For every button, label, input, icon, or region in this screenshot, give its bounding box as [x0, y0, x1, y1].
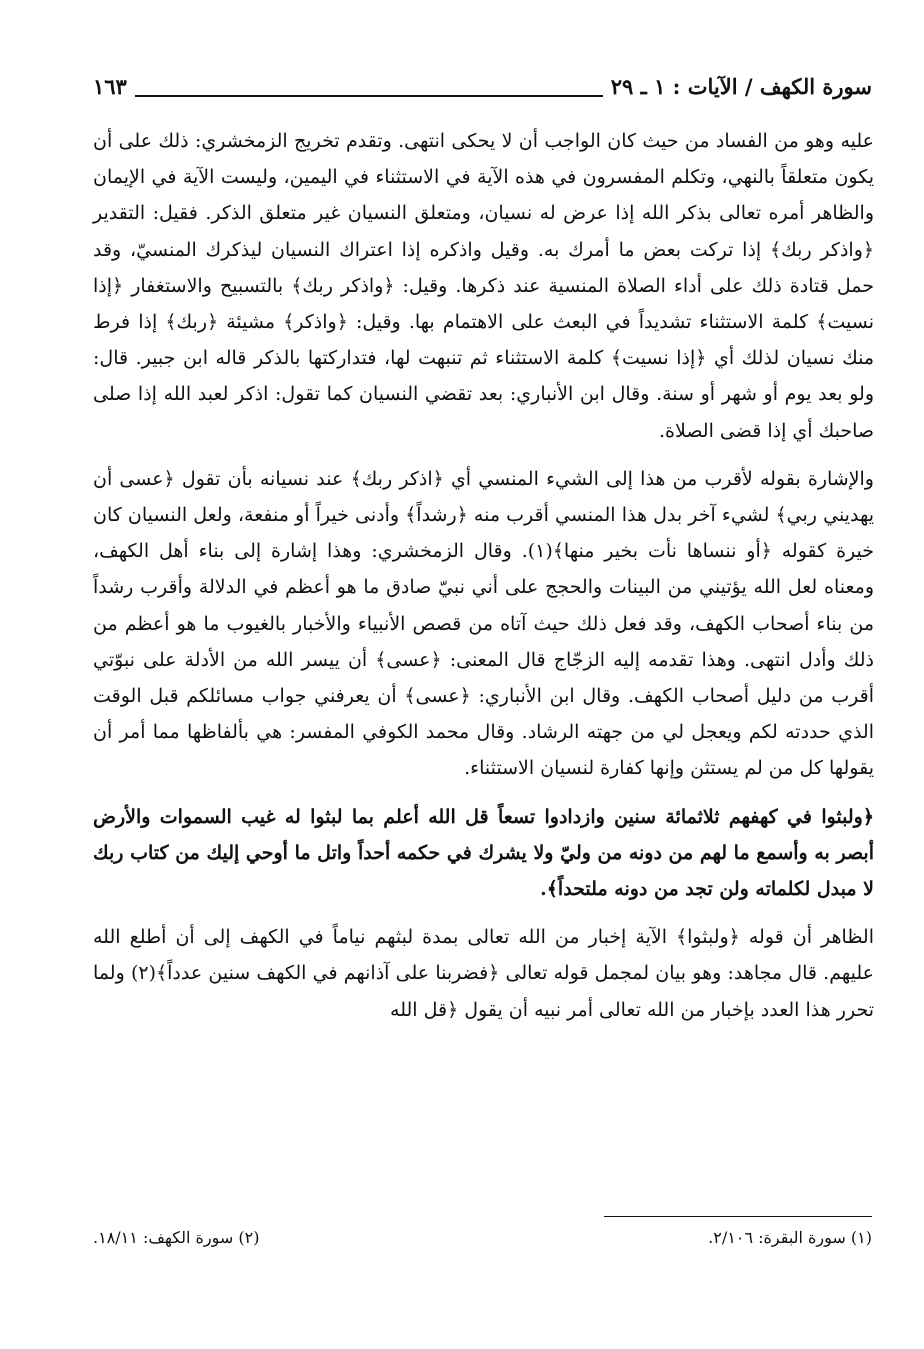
paragraph-1: عليه وهو من الفساد من حيث كان الواجب أن لا يحكى انتهى. وتقدم تخريج الزمخشري: ذلك على أن يكون متعلقاً بالنهي، وتكلم المفسرون في هذه الآية في الاستثناء في اليمين، وليست الآية في الإيمان والظاهر أمره تعالى بذكر الله إذا عرض له نسيان، ومتعلق النسيان غير متعلق الذكر. فقيل: التقدير ﴿واذكر ربك﴾ إذا تركت بعض ما أمرك به. وقيل واذكره إذا اعتراك النسيان ليذكرك المنسيّ، وقد حمل قتادة ذلك على أداء الصلاة المنسية عند ذكرها. وقيل: ﴿واذكر ربك﴾ بالتسبيح والاستغفار ﴿إذا نسيت﴾ كلمة الاستثناء تشديداً في البعث على الاهتمام بها. وقيل: ﴿واذكر﴾ مشيئة ﴿ربك﴾ إذا فرط منك نسيان لذلك أي ﴿إذا نسيت﴾ كلمة الاستثناء ثم تنبهت لها، فتداركتها بالذكر قاله ابن جبير. قال: ولو بعد يوم أو شهر أو سنة. وقال ابن الأنباري: بعد تقضي النسيان كما تقول: اذكر لعبد الله إذا صلى صاحبك أي إذا قضى الصلاة. [93, 130, 874, 442]
surah-title: سورة الكهف / الآيات : ١ ـ ٢٩ [610, 74, 872, 99]
running-header [93, 70, 872, 104]
footnote-1: (١) سورة البقرة: ٢/١٠٦. [708, 1228, 872, 1247]
page-number: ١٦٣ [93, 74, 127, 99]
footnote-2: (٢) سورة الكهف: ١٨/١١. [93, 1228, 260, 1247]
page-body [93, 123, 874, 1028]
header-rule [135, 95, 603, 97]
paragraph-2: والإشارة بقوله لأقرب من هذا إلى الشيء المنسي أي ﴿اذكر ربك﴾ عند نسيانه بأن تقول ﴿عسى أن يهديني ربي﴾ لشيء آخر بدل هذا المنسي أقرب منه ﴿رشداً﴾ وأدنى خيراً أو منفعة، ولعل النسيان كان خيرة كقوله ﴿أو ننساها نأت بخير منها﴾(١). وقال الزمخشري: وهذا إشارة إلى بناء أهل الكهف، ومعناه لعل الله يؤتيني من البينات والحجج على أني نبيّ صادق ما هو أعظم في الدلالة وأقرب رشداً من بناء أصحاب الكهف، وقد فعل ذلك حيث آتاه من قصص الأنبياء والأخبار بالغيوب ما هو أعظم من ذلك وأدل انتهى. وهذا تقدمه إليه الزجّاج قال المعنى: ﴿عسى﴾ أن ييسر الله من الأدلة على نبوّتي أقرب من دليل أصحاب الكهف. وقال ابن الأنباري: ﴿عسى﴾ أن يعرفني جواب مسائلكم قبل الوقت الذي حددته لكم ويعجل لي من جهته الرشاد. وقال محمد الكوفي المفسر: هي بألفاظها مما أمر أن يقولها كل من لم يستثن وإنها كفارة لنسيان الاستثناء. [93, 467, 875, 780]
footnotes [93, 1222, 872, 1254]
paragraph-4: الظاهر أن قوله ﴿ولبثوا﴾ الآية إخبار من الله تعالى بمدة لبثهم نياماً في الكهف إلى أن أطلع الله عليهم. قال مجاهد: وهو بيان لمجمل قوله تعالى ﴿فضربنا على آذانهم في الكهف سنين عدداً﴾(٢) ولما تحرر هذا العدد بإخبار من الله تعالى أمر نبيه أن يقول ﴿قل الله [93, 926, 874, 1021]
quran-verse-paragraph: ﴿ولبثوا في كهفهم ثلاثمائة سنين وازدادوا تسعاً قل الله أعلم بما لبثوا له غيب السموات والأرض أبصر به وأسمع ما لهم من دونه من وليّ ولا يشرك في حكمه أحداً واتل ما أوحي إليك من كتاب ربك لا مبدل لكلماته ولن تجد من دونه ملتحداً﴾. [93, 805, 874, 901]
footnote-separator [604, 1216, 872, 1217]
